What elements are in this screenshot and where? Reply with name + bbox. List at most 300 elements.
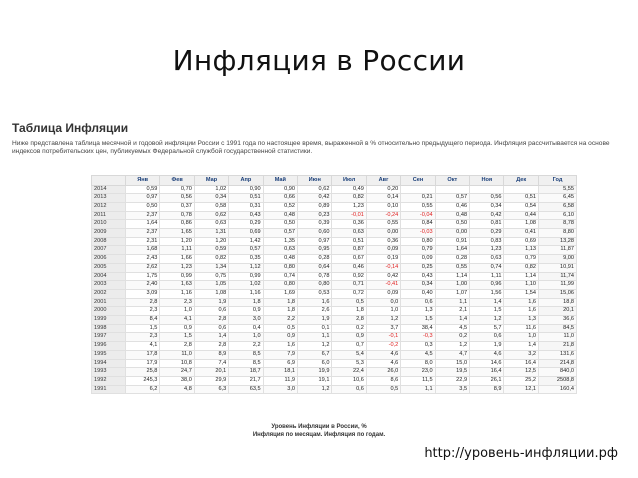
month-value-cell: 0,48	[435, 211, 469, 220]
month-value-cell: 1,23	[160, 263, 194, 272]
month-value-cell: 6,3	[194, 385, 228, 394]
column-header: Янв	[126, 176, 160, 186]
table-row	[92, 255, 577, 264]
month-value-cell: 25,2	[504, 376, 539, 385]
annual-total-cell: 13,28	[539, 237, 577, 246]
year-cell: 1995	[92, 350, 126, 359]
month-value-cell: 0,79	[401, 246, 435, 255]
month-value-cell: 2,37	[126, 229, 160, 238]
month-value-cell: 1,31	[194, 229, 228, 238]
month-value-cell: 0,34	[194, 194, 228, 203]
month-value-cell: 22,9	[435, 376, 469, 385]
year-cell: 2011	[92, 211, 126, 220]
month-value-cell: 3,09	[126, 289, 160, 298]
month-value-cell: 18,7	[229, 368, 263, 377]
year-cell: 1999	[92, 316, 126, 325]
month-value-cell: 1,08	[504, 220, 539, 229]
month-value-cell: 0,39	[298, 220, 332, 229]
month-value-cell: 0,87	[332, 246, 366, 255]
table-row	[92, 298, 577, 307]
year-cell: 1994	[92, 359, 126, 368]
section-heading: Таблица Инфляции	[12, 121, 129, 135]
month-value-cell: 1,23	[470, 246, 504, 255]
month-value-cell: 0,86	[160, 220, 194, 229]
month-value-cell: 0,29	[229, 220, 263, 229]
month-value-cell: 0,49	[332, 185, 366, 194]
month-value-cell: 1,4	[504, 342, 539, 351]
year-cell: 2002	[92, 289, 126, 298]
month-value-cell: 14,6	[470, 359, 504, 368]
month-value-cell: 0,75	[194, 272, 228, 281]
month-value-cell: 0,6	[470, 333, 504, 342]
month-value-cell: 0,74	[263, 272, 297, 281]
table-row	[92, 263, 577, 272]
month-value-cell: 0,55	[435, 263, 469, 272]
month-value-cell: 0,63	[194, 220, 228, 229]
month-value-cell: 5,7	[470, 324, 504, 333]
description-text: Ниже представлена таблица месячной и годовой инфляции России с 1991 года по настоящее время, выраженной в % относительно предыдущего периода. Инфляция рассчитывается на основе индексов потребительских цен, публикуемых Федеральной службой государственной статистики.	[12, 140, 610, 156]
month-value-cell: 2,6	[298, 307, 332, 316]
month-value-cell: 4,6	[366, 359, 400, 368]
month-value-cell: 0,48	[263, 255, 297, 264]
month-value-cell: 12,1	[504, 385, 539, 394]
month-value-cell: 0,23	[298, 211, 332, 220]
month-value-cell: 19,9	[298, 368, 332, 377]
month-value-cell: 0,00	[435, 229, 469, 238]
column-header: Апр	[229, 176, 263, 186]
month-value-cell: 0,80	[263, 263, 297, 272]
annual-total-cell: 5,55	[539, 185, 577, 194]
month-value-cell: 0,58	[194, 202, 228, 211]
month-value-cell: 1,5	[126, 324, 160, 333]
month-value-cell: 1,2	[470, 316, 504, 325]
month-value-cell: 0,46	[332, 263, 366, 272]
month-value-cell: 4,5	[435, 324, 469, 333]
month-value-cell: 10,8	[160, 359, 194, 368]
month-value-cell: 0,2	[435, 333, 469, 342]
month-value-cell: 2,8	[332, 316, 366, 325]
month-value-cell: -0,01	[332, 211, 366, 220]
month-value-cell: 1,65	[160, 229, 194, 238]
year-cell: 2012	[92, 202, 126, 211]
annual-total-cell: 20,1	[539, 307, 577, 316]
month-value-cell: 0,51	[332, 237, 366, 246]
month-value-cell: 0,84	[401, 220, 435, 229]
month-value-cell: 0,14	[366, 194, 400, 203]
month-value-cell: 1,56	[470, 289, 504, 298]
month-value-cell: 245,3	[126, 376, 160, 385]
month-value-cell: 0,37	[160, 202, 194, 211]
month-value-cell: 0,52	[263, 202, 297, 211]
year-cell: 2004	[92, 272, 126, 281]
month-value-cell: 0,83	[470, 237, 504, 246]
month-value-cell: 0,9	[263, 333, 297, 342]
month-value-cell: 1,11	[160, 246, 194, 255]
inflation-table	[91, 175, 577, 394]
year-cell: 1997	[92, 333, 126, 342]
table-row	[92, 376, 577, 385]
month-value-cell: 0,78	[298, 272, 332, 281]
month-value-cell: 0,78	[160, 211, 194, 220]
month-value-cell: 2,43	[126, 255, 160, 264]
month-value-cell: 1,20	[160, 237, 194, 246]
month-value-cell: 1,16	[229, 289, 263, 298]
month-value-cell: 2,8	[126, 298, 160, 307]
month-value-cell: 0,21	[401, 194, 435, 203]
month-value-cell: 0,59	[194, 246, 228, 255]
month-value-cell: 8,6	[366, 376, 400, 385]
month-value-cell: 0,42	[298, 194, 332, 203]
month-value-cell: 0,79	[504, 255, 539, 264]
table-row	[92, 385, 577, 394]
annual-total-cell: 11,0	[539, 333, 577, 342]
annual-total-cell: 8,78	[539, 220, 577, 229]
month-value-cell: 1,6	[298, 298, 332, 307]
annual-total-cell: 21,8	[539, 342, 577, 351]
annual-total-cell: 84,5	[539, 324, 577, 333]
month-value-cell: 1,9	[194, 298, 228, 307]
month-value-cell: 1,34	[194, 263, 228, 272]
month-value-cell: 0,96	[470, 281, 504, 290]
year-cell: 2014	[92, 185, 126, 194]
month-value-cell: 4,5	[401, 350, 435, 359]
annual-total-cell: 11,99	[539, 281, 577, 290]
month-value-cell: 1,14	[504, 272, 539, 281]
month-value-cell: 1,4	[470, 298, 504, 307]
year-cell: 2010	[92, 220, 126, 229]
month-value-cell: -0,41	[366, 281, 400, 290]
month-value-cell: 0,50	[435, 220, 469, 229]
month-value-cell: 0,28	[435, 255, 469, 264]
month-value-cell: 1,4	[435, 316, 469, 325]
month-value-cell: 0,09	[401, 255, 435, 264]
month-value-cell: 0,99	[229, 272, 263, 281]
month-value-cell: 2,2	[229, 342, 263, 351]
month-value-cell: 0,62	[194, 211, 228, 220]
month-value-cell: 1,64	[126, 220, 160, 229]
month-value-cell: 1,3	[401, 307, 435, 316]
month-value-cell: 1,07	[435, 289, 469, 298]
month-value-cell: 0,72	[332, 289, 366, 298]
month-value-cell: 19,5	[435, 368, 469, 377]
month-value-cell: 3,5	[435, 385, 469, 394]
month-value-cell: 2,3	[160, 298, 194, 307]
month-value-cell: 0,63	[263, 246, 297, 255]
month-value-cell: 0,90	[229, 185, 263, 194]
month-value-cell: 0,97	[298, 237, 332, 246]
table-row	[92, 237, 577, 246]
month-value-cell: 0,44	[504, 211, 539, 220]
month-value-cell: 2,3	[126, 333, 160, 342]
column-header: Июл	[332, 176, 366, 186]
month-value-cell: 7,4	[194, 359, 228, 368]
month-value-cell: 4,1	[126, 342, 160, 351]
month-value-cell: 2,8	[160, 342, 194, 351]
month-value-cell: 1,66	[160, 255, 194, 264]
month-value-cell: 1,3	[504, 316, 539, 325]
month-value-cell: 1,08	[194, 289, 228, 298]
month-value-cell: 0,34	[401, 281, 435, 290]
year-cell: 1992	[92, 376, 126, 385]
month-value-cell: 10,6	[332, 376, 366, 385]
month-value-cell: -0,3	[401, 333, 435, 342]
month-value-cell: 1,9	[298, 316, 332, 325]
month-value-cell: 4,8	[160, 385, 194, 394]
year-cell: 2007	[92, 246, 126, 255]
month-value-cell: 1,16	[160, 289, 194, 298]
month-value-cell: 0,54	[504, 202, 539, 211]
month-value-cell: 16,4	[504, 359, 539, 368]
annual-total-cell: 840,0	[539, 368, 577, 377]
table-row	[92, 220, 577, 229]
month-value-cell: 0,50	[263, 220, 297, 229]
month-value-cell: 0,20	[366, 185, 400, 194]
month-value-cell: 0,60	[298, 229, 332, 238]
month-value-cell: 4,7	[435, 350, 469, 359]
month-value-cell: 0,6	[194, 307, 228, 316]
annual-total-cell: 131,6	[539, 350, 577, 359]
column-header: Окт	[435, 176, 469, 186]
month-value-cell: 0,97	[126, 194, 160, 203]
month-value-cell: 1,4	[194, 333, 228, 342]
month-value-cell	[435, 185, 469, 194]
month-value-cell: 1,8	[332, 307, 366, 316]
table-row	[92, 281, 577, 290]
month-value-cell: 5,4	[332, 350, 366, 359]
month-value-cell: 0,53	[298, 289, 332, 298]
month-value-cell: 22,4	[332, 368, 366, 377]
annual-total-cell: 6,45	[539, 194, 577, 203]
month-value-cell: 38,4	[401, 324, 435, 333]
month-value-cell: 0,5	[263, 324, 297, 333]
month-value-cell: 1,0	[504, 333, 539, 342]
year-cell: 1991	[92, 385, 126, 394]
month-value-cell: 2,8	[194, 342, 228, 351]
month-value-cell: 1,8	[263, 298, 297, 307]
month-value-cell: 1,13	[504, 246, 539, 255]
table-row	[92, 333, 577, 342]
month-value-cell: 0,57	[435, 194, 469, 203]
month-value-cell: 0,35	[229, 255, 263, 264]
year-cell: 2009	[92, 229, 126, 238]
month-value-cell: 0,43	[229, 211, 263, 220]
month-value-cell: 0,82	[194, 255, 228, 264]
month-value-cell: -0,1	[366, 333, 400, 342]
month-value-cell: 0,42	[366, 272, 400, 281]
month-value-cell: 1,2	[366, 316, 400, 325]
month-value-cell: 6,2	[126, 385, 160, 394]
month-value-cell: 1,05	[194, 281, 228, 290]
month-value-cell: 0,25	[401, 263, 435, 272]
month-value-cell: 1,14	[435, 272, 469, 281]
month-value-cell: 0,95	[298, 246, 332, 255]
month-value-cell: 0,51	[229, 194, 263, 203]
month-value-cell: 1,00	[435, 281, 469, 290]
month-value-cell	[470, 185, 504, 194]
month-value-cell: 0,57	[229, 246, 263, 255]
month-value-cell: 0,50	[126, 202, 160, 211]
table-row	[92, 272, 577, 281]
month-value-cell: 12,5	[504, 368, 539, 377]
month-value-cell: 0,34	[470, 202, 504, 211]
month-value-cell: 0,48	[263, 211, 297, 220]
month-value-cell: 19,1	[298, 376, 332, 385]
month-value-cell: 0,40	[401, 289, 435, 298]
month-value-cell: 0,66	[263, 194, 297, 203]
table-row	[92, 316, 577, 325]
year-cell: 2006	[92, 255, 126, 264]
month-value-cell: 1,02	[194, 185, 228, 194]
month-value-cell: 0,81	[470, 220, 504, 229]
month-value-cell: 0,31	[229, 202, 263, 211]
month-value-cell: 0,19	[366, 255, 400, 264]
month-value-cell: 0,82	[504, 263, 539, 272]
month-value-cell: 5,3	[332, 359, 366, 368]
year-cell: 2003	[92, 281, 126, 290]
month-value-cell: 4,6	[470, 350, 504, 359]
month-value-cell: 1,35	[263, 237, 297, 246]
month-value-cell: 1,9	[470, 342, 504, 351]
month-value-cell: 0,6	[401, 298, 435, 307]
annual-total-cell: 9,00	[539, 255, 577, 264]
month-value-cell: 15,0	[435, 359, 469, 368]
month-value-cell: 11,0	[160, 350, 194, 359]
month-value-cell: 38,0	[160, 376, 194, 385]
month-value-cell: 0,80	[401, 237, 435, 246]
month-value-cell: 24,7	[160, 368, 194, 377]
annual-total-cell: 11,74	[539, 272, 577, 281]
month-value-cell: 0,56	[160, 194, 194, 203]
month-value-cell: 1,23	[332, 202, 366, 211]
month-value-cell: 1,0	[229, 333, 263, 342]
month-value-cell: -0,24	[366, 211, 400, 220]
month-value-cell: 7,9	[263, 350, 297, 359]
month-value-cell: 3,0	[263, 385, 297, 394]
month-value-cell: -0,2	[366, 342, 400, 351]
month-value-cell: 23,0	[401, 368, 435, 377]
month-value-cell: 1,69	[263, 289, 297, 298]
month-value-cell: 1,0	[366, 307, 400, 316]
month-value-cell: 2,8	[194, 316, 228, 325]
month-value-cell: 1,8	[229, 298, 263, 307]
month-value-cell: 0,91	[435, 237, 469, 246]
month-value-cell: 0,42	[470, 211, 504, 220]
month-value-cell: 1,64	[435, 246, 469, 255]
annual-total-cell: 160,4	[539, 385, 577, 394]
month-value-cell: 0,64	[298, 263, 332, 272]
year-cell: 1996	[92, 342, 126, 351]
year-cell: 2000	[92, 307, 126, 316]
month-value-cell: 1,1	[298, 333, 332, 342]
annual-total-cell: 214,8	[539, 359, 577, 368]
month-value-cell: 0,9	[160, 324, 194, 333]
month-value-cell: 1,12	[229, 263, 263, 272]
month-value-cell: 1,5	[470, 307, 504, 316]
table-body	[92, 185, 577, 394]
month-value-cell: 2,37	[126, 211, 160, 220]
annual-total-cell: 6,10	[539, 211, 577, 220]
month-value-cell: 4,1	[160, 316, 194, 325]
table-row	[92, 194, 577, 203]
month-value-cell: 0,63	[470, 255, 504, 264]
table-row	[92, 185, 577, 194]
year-cell: 1993	[92, 368, 126, 377]
year-cell: 1998	[92, 324, 126, 333]
month-value-cell: 0,92	[332, 272, 366, 281]
annual-total-cell: 36,6	[539, 316, 577, 325]
month-value-cell: 1,02	[229, 281, 263, 290]
month-value-cell: 1,2	[298, 342, 332, 351]
month-value-cell: 3,0	[229, 316, 263, 325]
month-value-cell: 1,0	[160, 307, 194, 316]
year-cell: 2001	[92, 298, 126, 307]
month-value-cell: 2,3	[126, 307, 160, 316]
month-value-cell: 26,0	[366, 368, 400, 377]
inflation-table-container	[91, 175, 577, 394]
month-value-cell: 0,43	[401, 272, 435, 281]
table-row	[92, 359, 577, 368]
month-value-cell: 0,10	[366, 202, 400, 211]
month-value-cell: 3,7	[366, 324, 400, 333]
month-value-cell: -0,03	[401, 229, 435, 238]
table-row	[92, 211, 577, 220]
table-row	[92, 342, 577, 351]
table-caption-subtitle: Инфляция по месяцам. Инфляция по годам.	[252, 432, 386, 438]
month-value-cell: 4,6	[366, 350, 400, 359]
month-value-cell: 0,28	[298, 255, 332, 264]
month-value-cell: 63,5	[229, 385, 263, 394]
month-value-cell: 2,62	[126, 263, 160, 272]
month-value-cell: 1,8	[263, 307, 297, 316]
annual-total-cell: 6,58	[539, 202, 577, 211]
month-value-cell: 0,55	[366, 220, 400, 229]
month-value-cell: 6,0	[298, 359, 332, 368]
column-header: Дек	[504, 176, 539, 186]
month-value-cell: 1,1	[401, 385, 435, 394]
table-header-row	[92, 176, 577, 186]
month-value-cell: 0,62	[298, 185, 332, 194]
month-value-cell: 1,10	[504, 281, 539, 290]
month-value-cell: 0,41	[504, 229, 539, 238]
month-value-cell: 0,70	[160, 185, 194, 194]
month-value-cell: -0,14	[366, 263, 400, 272]
month-value-cell: 0,9	[332, 333, 366, 342]
month-value-cell: 0,9	[229, 307, 263, 316]
month-value-cell: 0,80	[263, 281, 297, 290]
month-value-cell: 0,99	[160, 272, 194, 281]
month-value-cell: -0,04	[401, 211, 435, 220]
month-value-cell: 2,40	[126, 281, 160, 290]
month-value-cell: 0,71	[332, 281, 366, 290]
year-cell: 2013	[92, 194, 126, 203]
column-header-year	[92, 176, 126, 186]
month-value-cell: 0,46	[435, 202, 469, 211]
month-value-cell: 0,0	[366, 298, 400, 307]
month-value-cell: 0,00	[366, 229, 400, 238]
month-value-cell: 18,1	[263, 368, 297, 377]
month-value-cell: 0,09	[366, 289, 400, 298]
month-value-cell: 0,1	[298, 324, 332, 333]
year-cell: 2008	[92, 237, 126, 246]
annual-total-cell: 8,80	[539, 229, 577, 238]
month-value-cell: 0,36	[332, 220, 366, 229]
table-row	[92, 324, 577, 333]
annual-total-cell: 10,91	[539, 263, 577, 272]
month-value-cell: 1,6	[504, 298, 539, 307]
month-value-cell	[504, 185, 539, 194]
month-value-cell: 8,5	[229, 359, 263, 368]
month-value-cell: 8,9	[194, 350, 228, 359]
